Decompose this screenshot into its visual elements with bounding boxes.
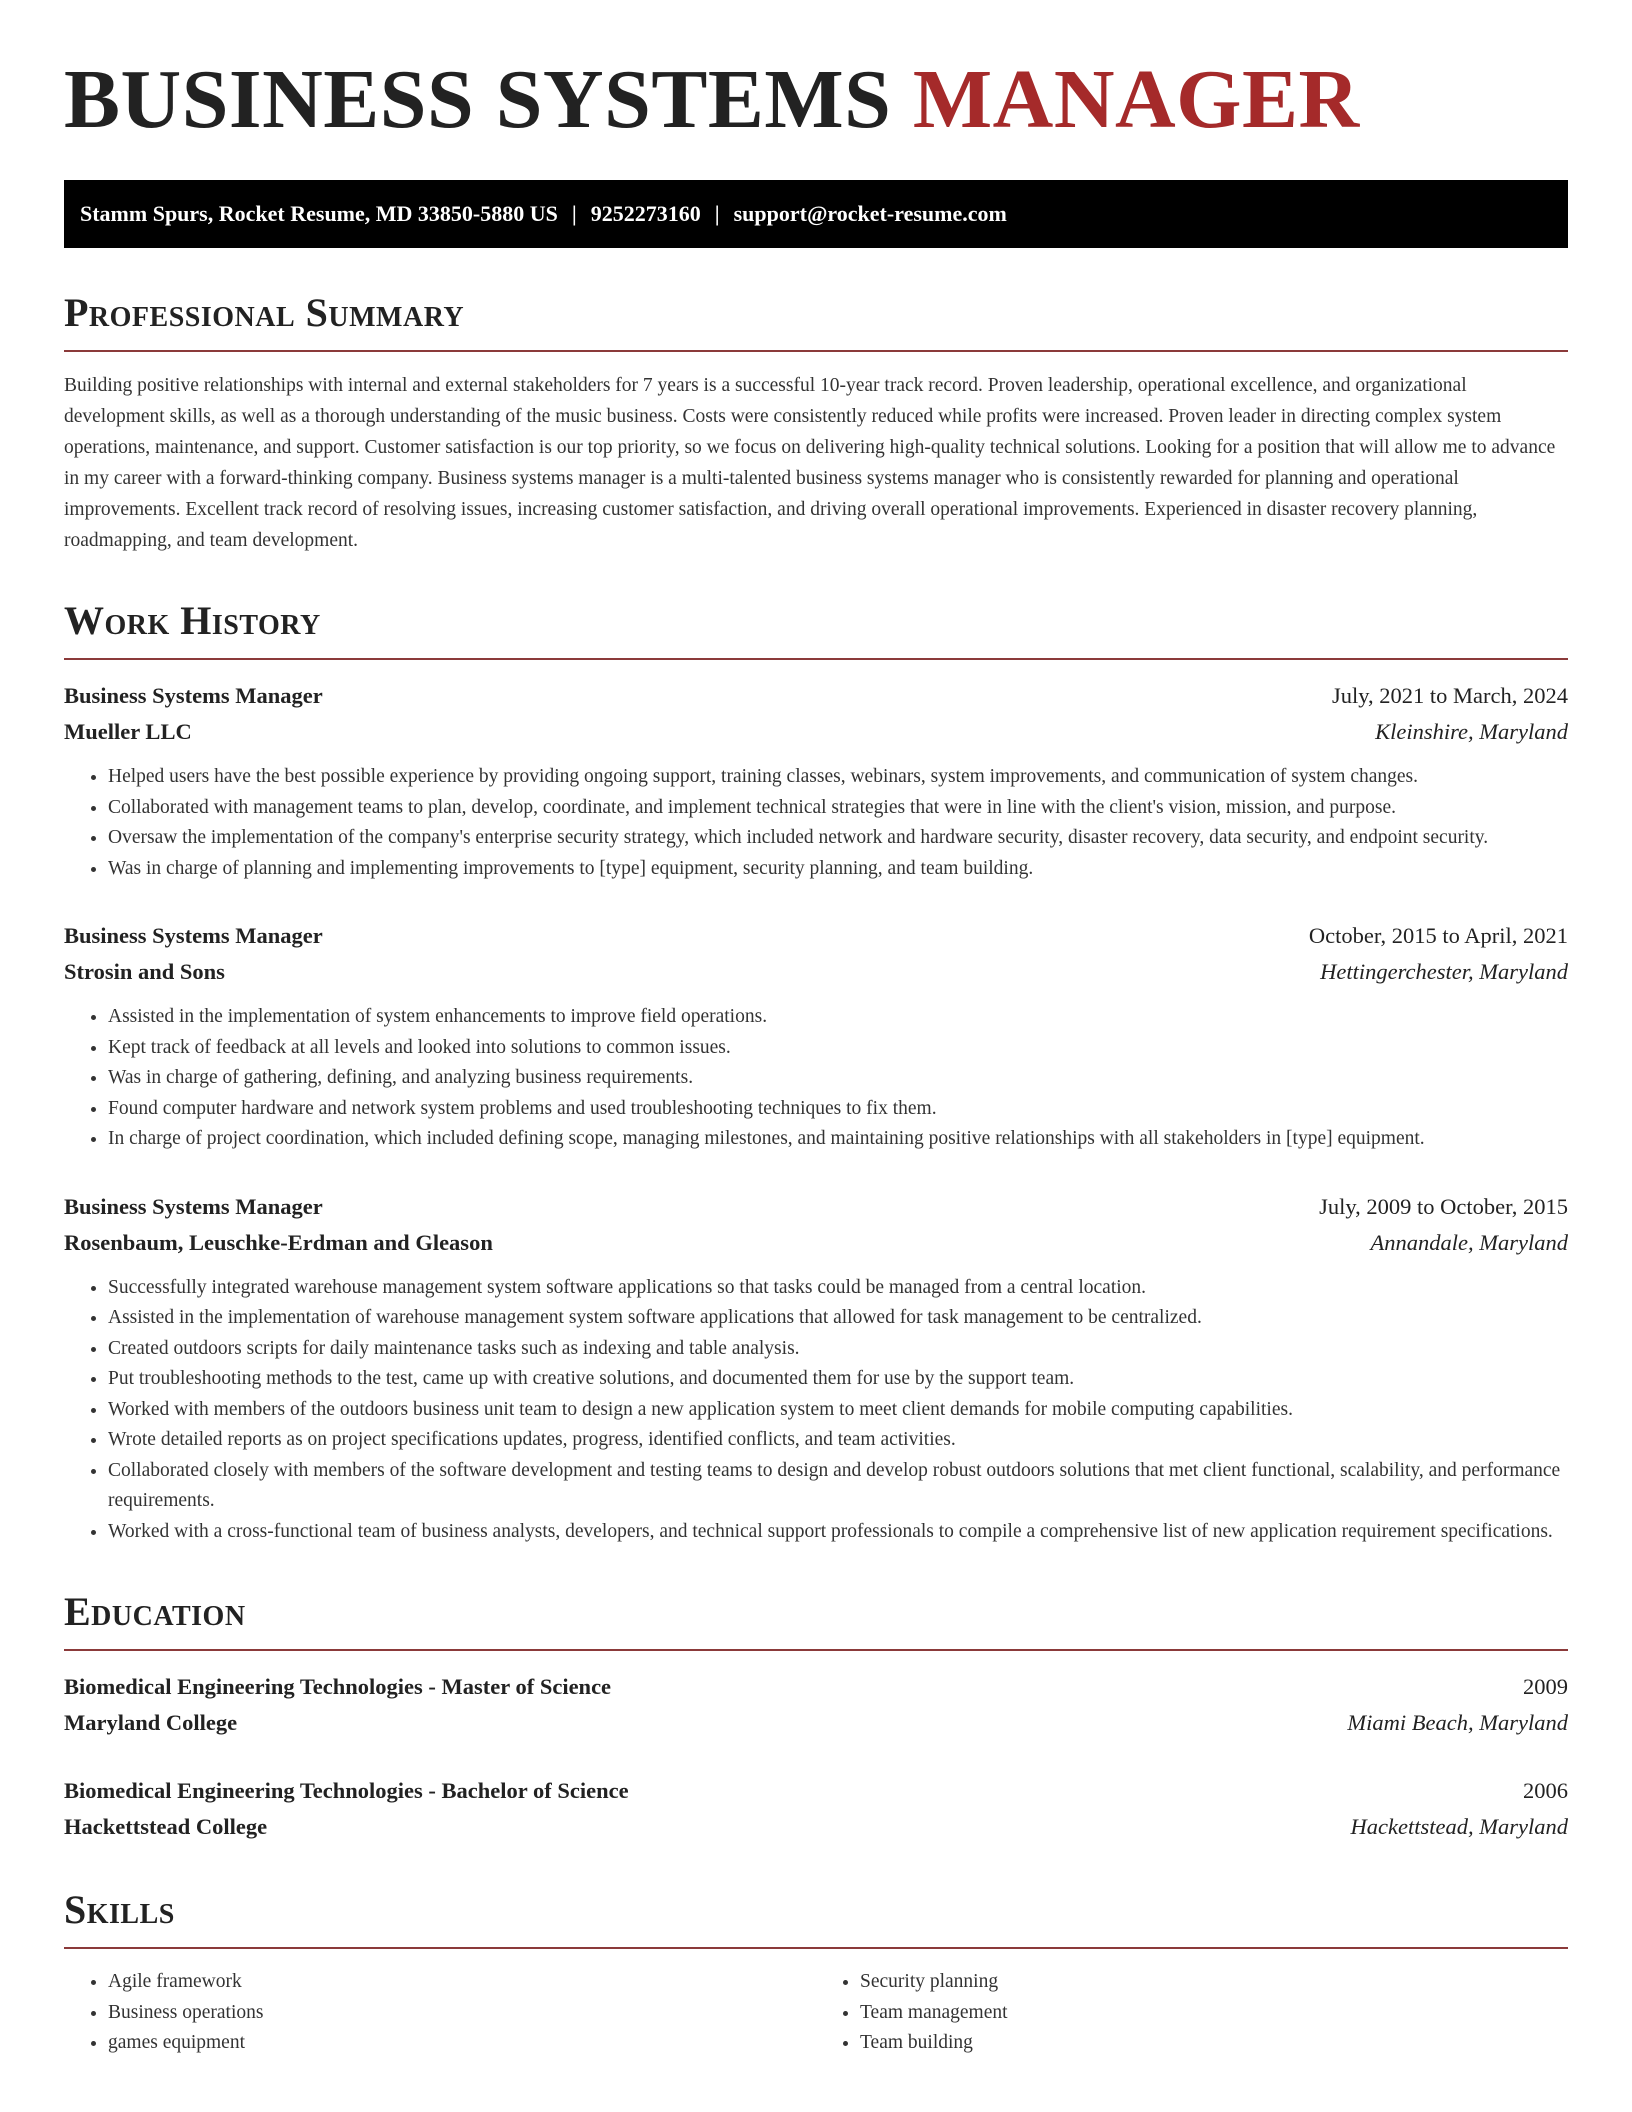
- list-item: • Collaborated with management teams to plan, develop, coordinate, and implement technical strategies that were in line with the client's vision, mission, and purpose.: [108, 793, 1568, 824]
- education-school: Maryland College: [64, 1710, 238, 1735]
- education-heading: Education: [64, 1589, 246, 1634]
- job-header-row: [64, 678, 1568, 714]
- education-entry: [64, 1669, 1568, 1741]
- job-dates: July, 2009 to October, 2015: [1319, 1193, 1568, 1219]
- list-item: • Agile framework: [108, 1967, 816, 1998]
- list-item: • Team management: [860, 1998, 1568, 2029]
- skills-list-right: [816, 1967, 1568, 2059]
- education-year: 2006: [1523, 1778, 1568, 1803]
- summary-text: Building positive relationships with internal and external stakeholders for 7 years is a successful 10-year track record. Proven leadership, operational excellence, and organizational development skills, as well as a thorough understanding of the music business. Costs were consistently reduced while profits were increased. Proven leader in directing complex system operations, maintenance, and support. Customer satisfaction is our top priority, so we focus on delivering high-quality technical solutions. Looking for a position that will allow me to advance in my career with a forward-thinking company. Business systems manager is a multi-talented business systems manager who is consistently rewarded for planning and operational improvements. Excellent track record of resolving issues, increasing customer satisfaction, and driving overall operational improvements. Experienced in disaster recovery planning, roadmapping, and team development.: [64, 375, 1556, 551]
- list-item: • Oversaw the implementation of the company's enterprise security strategy, which included network and hardware security, disaster recovery, data security, and endpoint security.: [108, 823, 1568, 854]
- job-bullets: [64, 762, 1568, 884]
- education-location: Miami Beach, Maryland: [1347, 1710, 1568, 1735]
- job-company: Strosin and Sons: [64, 959, 225, 984]
- job-bullets: [64, 1002, 1568, 1155]
- resume-title: [64, 53, 1568, 146]
- job-dates: July, 2021 to March, 2024: [1331, 683, 1568, 708]
- job-location: Kleinshire, Maryland: [1375, 719, 1568, 744]
- list-item: • Put troubleshooting methods to the test, came up with creative solutions, and documented them for use by the support team.: [108, 1364, 1568, 1395]
- list-item: • Security planning: [860, 1967, 1568, 1998]
- list-item: • Worked with a cross-functional team of business analysts, developers, and technical support professionals to compile a comprehensive list of new application requirement specifications.: [108, 1517, 1568, 1548]
- section-divider: [64, 658, 1568, 660]
- skills-list-left: [64, 1967, 816, 2059]
- job-header-row: [64, 918, 1568, 954]
- job-company-row: [64, 1225, 1568, 1261]
- job-bullets: [64, 1273, 1568, 1548]
- list-item: • games equipment: [108, 2028, 816, 2059]
- job-dates: October, 2015 to April, 2021: [1308, 923, 1568, 948]
- list-item: • Business operations: [108, 1998, 816, 2029]
- education-school-row: [64, 1705, 1568, 1741]
- job-entry: [64, 918, 1568, 1155]
- contact-email: support@rocket-resume.com: [733, 201, 1007, 226]
- list-item: • Found computer hardware and network system problems and used troubleshooting techniques to fix them.: [108, 1094, 1568, 1125]
- education-location: Hackettstead, Maryland: [1350, 1814, 1568, 1839]
- list-item: • Was in charge of planning and implementing improvements to [type] equipment, security planning, and team building.: [108, 854, 1568, 885]
- contact-address: Stamm Spurs, Rocket Resume, MD 33850-5880 US: [80, 201, 558, 226]
- list-item: • Kept track of feedback at all levels and looked into solutions to common issues.: [108, 1033, 1568, 1064]
- education-school: Hackettstead College: [64, 1814, 268, 1839]
- work-history-section: [64, 600, 1568, 1547]
- summary-section: [64, 292, 1568, 556]
- list-item: • Helped users have the best possible experience by providing ongoing support, training classes, webinars, system improvements, and communication of system changes.: [108, 762, 1568, 793]
- job-company-row: [64, 954, 1568, 990]
- job-title: Business Systems Manager: [64, 683, 323, 708]
- job-title: Business Systems Manager: [64, 1193, 323, 1219]
- job-entry: [64, 1189, 1568, 1548]
- skills-columns: [64, 1967, 1568, 2059]
- contact-phone: 9252273160: [590, 201, 701, 226]
- summary-heading: Professional Summary: [64, 290, 465, 335]
- job-location: Annandale, Maryland: [1370, 1229, 1568, 1255]
- contact-separator: |: [571, 201, 577, 226]
- list-item: • In charge of project coordination, which included defining scope, managing milestones, and maintaining positive relationships with all stakeholders in [type] equipment.: [108, 1124, 1568, 1155]
- list-item: • Created outdoors scripts for daily maintenance tasks such as indexing and table analysis.: [108, 1334, 1568, 1365]
- education-degree: Biomedical Engineering Technologies - Master of Science: [64, 1674, 612, 1699]
- job-header-row: [64, 1189, 1568, 1225]
- skills-heading: Skills: [64, 1887, 175, 1932]
- list-item: • Successfully integrated warehouse management system software applications so that tasks could be managed from a central location.: [108, 1273, 1568, 1304]
- list-item: • Was in charge of gathering, defining, and analyzing business requirements.: [108, 1063, 1568, 1094]
- job-company: Mueller LLC: [64, 719, 192, 744]
- title-main: BUSINESS SYSTEMS: [64, 53, 892, 146]
- job-title: Business Systems Manager: [64, 923, 323, 948]
- job-company-row: [64, 714, 1568, 750]
- list-item: • Team building: [860, 2028, 1568, 2059]
- education-degree: Biomedical Engineering Technologies - Bachelor of Science: [64, 1778, 629, 1803]
- section-divider: [64, 1649, 1568, 1651]
- education-school-row: [64, 1809, 1568, 1845]
- list-item: • Assisted in the implementation of system enhancements to improve field operations.: [108, 1002, 1568, 1033]
- list-item: • Collaborated closely with members of the software development and testing teams to design and develop robust outdoors solutions that met client functional, scalability, and performance requirements.: [108, 1456, 1568, 1517]
- section-divider: [64, 1947, 1568, 1949]
- job-company: Rosenbaum, Leuschke-Erdman and Gleason: [64, 1229, 493, 1255]
- education-section: [64, 1591, 1568, 1845]
- list-item: • Assisted in the implementation of warehouse management system software applications that allowed for task management to be centralized.: [108, 1303, 1568, 1334]
- contact-separator: |: [714, 201, 720, 226]
- section-divider: [64, 350, 1568, 352]
- job-location: Hettingerchester, Maryland: [1320, 959, 1568, 984]
- contact-bar: [64, 180, 1568, 248]
- work-history-heading: Work History: [64, 598, 321, 643]
- skills-section: [64, 1889, 1568, 2059]
- education-entry: [64, 1773, 1568, 1845]
- title-accent: MANAGER: [912, 53, 1360, 146]
- education-year: 2009: [1523, 1674, 1568, 1699]
- education-degree-row: [64, 1669, 1568, 1705]
- list-item: • Worked with members of the outdoors business unit team to design a new application system to meet client demands for mobile computing capabilities.: [108, 1395, 1568, 1426]
- list-item: • Wrote detailed reports as on project specifications updates, progress, identified conflicts, and team activities.: [108, 1425, 1568, 1456]
- education-degree-row: [64, 1773, 1568, 1809]
- job-entry: [64, 678, 1568, 884]
